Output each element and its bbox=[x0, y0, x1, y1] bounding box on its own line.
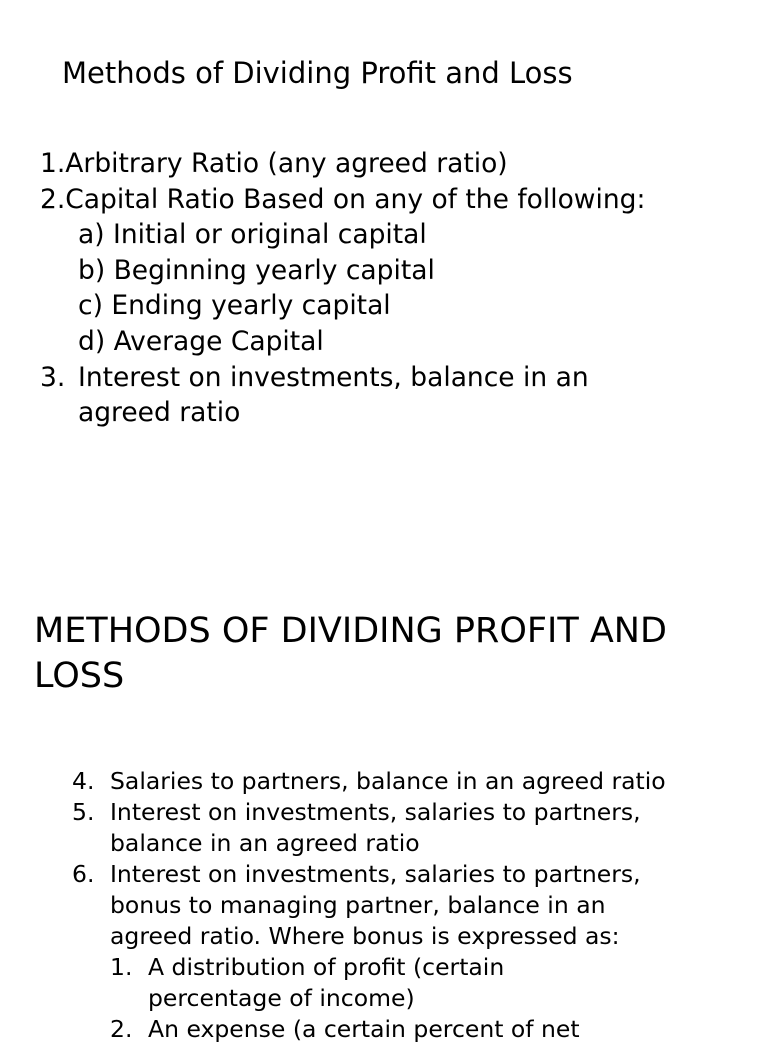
list-item bbox=[40, 146, 645, 182]
slide-1-list bbox=[40, 146, 645, 431]
sub-list-item bbox=[110, 1014, 628, 1045]
list-item-text: Interest on investments, salaries to partners, balance in an agreed ratio bbox=[110, 798, 641, 857]
list-item bbox=[72, 766, 690, 797]
slide-2-title bbox=[34, 609, 754, 699]
list-item-number: 6. bbox=[72, 860, 95, 888]
sub-list-item: b) Beginning yearly capital bbox=[78, 254, 435, 286]
sub-list-item: d) Average Capital bbox=[78, 325, 324, 357]
list-item-number: 4. bbox=[72, 767, 95, 795]
slide-1-title: Methods of Dividing Profit and Loss bbox=[62, 56, 573, 90]
sub-list-item-text: An expense (a certain percent of net bbox=[148, 1015, 580, 1043]
sub-list-item: c) Ending yearly capital bbox=[78, 290, 391, 322]
slide-2-list bbox=[72, 766, 690, 1045]
sub-list-item: a) Initial or original capital bbox=[78, 219, 427, 251]
list-item bbox=[40, 182, 645, 218]
slide-2-title-line: METHODS OF DIVIDING PROFIT AND bbox=[34, 611, 667, 651]
sub-list-item bbox=[110, 952, 548, 1014]
sub-list-item-number: 2. bbox=[110, 1015, 133, 1043]
list-item-text: Arbitrary Ratio (any agreed ratio) bbox=[65, 148, 508, 179]
list-item-number: 1. bbox=[40, 148, 66, 179]
list-item bbox=[40, 360, 645, 431]
list-item-text: Salaries to partners, balance in an agreed ratio bbox=[110, 767, 666, 795]
list-item bbox=[72, 859, 690, 1045]
list-item-number: 2. bbox=[40, 183, 66, 215]
list-item bbox=[72, 797, 690, 859]
list-item-text: Capital Ratio Based on any of the following: bbox=[65, 183, 646, 215]
sub-list bbox=[110, 952, 690, 1045]
list-item-text: Interest on investments, balance in an bbox=[78, 361, 589, 393]
sub-list-item-text: A distribution of profit (certain percentage of income) bbox=[148, 953, 505, 1012]
list-item-number: 3. bbox=[40, 361, 66, 393]
sub-list-item-number: 1. bbox=[110, 953, 133, 981]
slide-1 bbox=[0, 0, 768, 480]
list-item-text-continued: agreed ratio bbox=[78, 397, 241, 429]
list-item-number: 5. bbox=[72, 798, 95, 826]
list-item-text: Interest on investments, salaries to partners, bonus to managing partner, balance in an agreed ratio. Where bonus is expressed as: bbox=[110, 860, 641, 950]
slide-2-title-line: LOSS bbox=[34, 656, 125, 696]
